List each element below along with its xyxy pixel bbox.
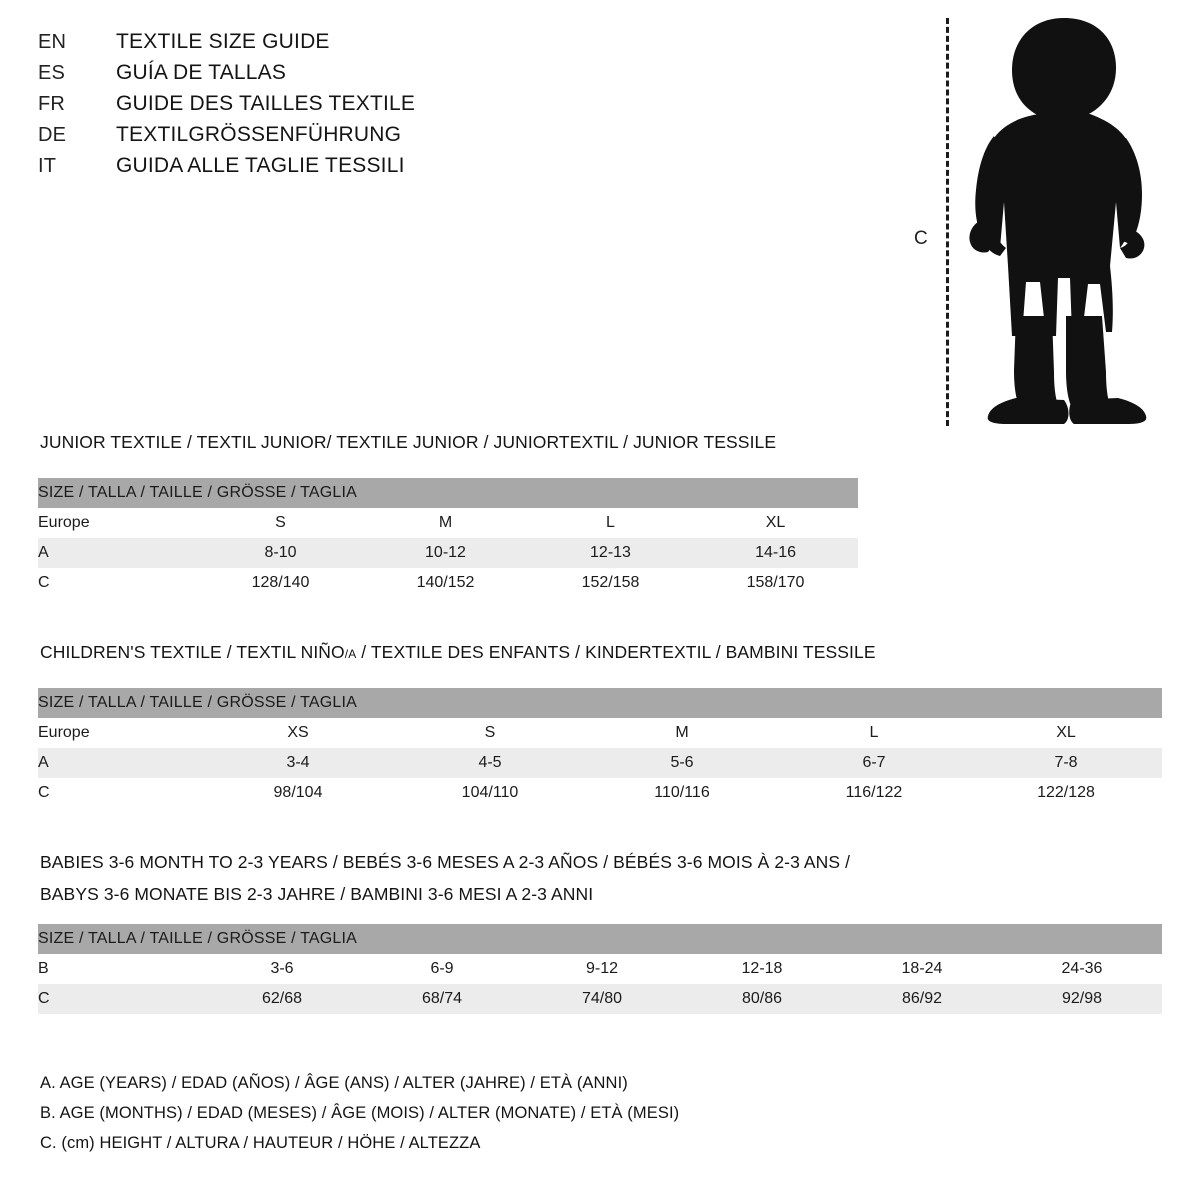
cell-value: 62/68 [202, 984, 362, 1014]
cell-value: 80/86 [682, 984, 842, 1014]
cell-value: 7-8 [970, 748, 1162, 778]
cell-value: 12-13 [528, 538, 693, 568]
babies-size-table [38, 924, 1162, 1014]
table-band-header [38, 688, 1162, 718]
cell-value: 9-12 [522, 954, 682, 984]
cell-value: 18-24 [842, 954, 1002, 984]
toddler-silhouette-icon [960, 16, 1150, 426]
table-band-header [38, 478, 858, 508]
cell-value: 3-6 [202, 954, 362, 984]
cell-value: L [778, 718, 970, 748]
cell-value: 3-4 [202, 748, 394, 778]
cell-value: 8-10 [198, 538, 363, 568]
heading-part-1: CHILDREN'S TEXTILE / TEXTIL NIÑO [40, 642, 345, 662]
language-title: TEXTILE SIZE GUIDE [116, 30, 330, 53]
footnote-b: B. AGE (MONTHS) / EDAD (MESES) / ÂGE (MOIS) / ALTER (MONATE) / ETÀ (MESI) [40, 1104, 680, 1122]
height-dashed-line [946, 18, 949, 426]
table-row [38, 748, 1162, 778]
cell-value: 5-6 [586, 748, 778, 778]
cell-value: 10-12 [363, 538, 528, 568]
language-code: ES [38, 62, 66, 84]
cell-value: 110/116 [586, 778, 778, 808]
footnote-a: A. AGE (YEARS) / EDAD (AÑOS) / ÂGE (ANS) / ALTER (JAHRE) / ETÀ (ANNI) [40, 1074, 628, 1092]
cell-value: 98/104 [202, 778, 394, 808]
section-heading-junior: JUNIOR TEXTILE / TEXTIL JUNIOR/ TEXTILE JUNIOR / JUNIORTEXTIL / JUNIOR TESSILE [40, 432, 777, 452]
cell-value: M [586, 718, 778, 748]
section-heading-babies-line2: BABYS 3-6 MONATE BIS 2-3 JAHRE / BAMBINI 3-6 MESI A 2-3 ANNI [40, 884, 594, 904]
language-code: EN [38, 31, 67, 53]
cell-value: 86/92 [842, 984, 1002, 1014]
section-heading-children [40, 642, 876, 663]
footnote-legend [40, 1068, 1040, 1158]
measure-label-c: C [914, 228, 928, 249]
cell-value: 12-18 [682, 954, 842, 984]
language-row [38, 61, 598, 92]
cell-value: 74/80 [522, 984, 682, 1014]
table-band-header [38, 924, 1162, 954]
language-code: IT [38, 155, 57, 177]
cell-value: XS [202, 718, 394, 748]
language-title: GUIDE DES TAILLES TEXTILE [116, 92, 416, 115]
language-title: GUÍA DE TALLAS [116, 61, 287, 84]
cell-value: 6-9 [362, 954, 522, 984]
table-row [38, 778, 1162, 808]
row-label: Europe [38, 718, 202, 748]
row-label: A [38, 538, 198, 568]
language-row [38, 154, 598, 185]
cell-value: 6-7 [778, 748, 970, 778]
cell-value: 152/158 [528, 568, 693, 598]
cell-value: M [363, 508, 528, 538]
table-row [38, 718, 1162, 748]
row-label: A [38, 748, 202, 778]
cell-value: 116/122 [778, 778, 970, 808]
table-row [38, 538, 858, 568]
row-label: C [38, 568, 198, 598]
language-title: TEXTILGRÖSSENFÜHRUNG [116, 123, 402, 146]
cell-value: S [394, 718, 586, 748]
table-row [38, 954, 1162, 984]
table-row [38, 508, 858, 538]
cell-value: XL [693, 508, 858, 538]
cell-value: 68/74 [362, 984, 522, 1014]
row-label: C [38, 984, 202, 1014]
row-label: B [38, 954, 202, 984]
junior-size-table [38, 478, 858, 598]
cell-value: 4-5 [394, 748, 586, 778]
cell-value: L [528, 508, 693, 538]
children-size-table [38, 688, 1162, 808]
band-label: SIZE / TALLA / TAILLE / GRÖSSE / TAGLIA [38, 924, 1162, 954]
cell-value: 140/152 [363, 568, 528, 598]
cell-value: 24-36 [1002, 954, 1162, 984]
section-heading-babies-line1: BABIES 3-6 MONTH TO 2-3 YEARS / BEBÉS 3-6 MESES A 2-3 AÑOS / BÉBÉS 3-6 MOIS À 2-3 ANS / [40, 852, 851, 872]
cell-value: 14-16 [693, 538, 858, 568]
language-title: GUIDA ALLE TAGLIE TESSILI [116, 154, 405, 177]
heading-subscript: /A [344, 647, 357, 661]
language-code: FR [38, 93, 66, 115]
cell-value: 104/110 [394, 778, 586, 808]
cell-value: S [198, 508, 363, 538]
cell-value: XL [970, 718, 1162, 748]
height-measure-figure [900, 10, 1160, 430]
row-label: Europe [38, 508, 198, 538]
cell-value: 122/128 [970, 778, 1162, 808]
heading-part-2: / TEXTILE DES ENFANTS / KINDERTEXTIL / BAMBINI TESSILE [356, 642, 876, 662]
band-label: SIZE / TALLA / TAILLE / GRÖSSE / TAGLIA [38, 478, 858, 508]
language-row [38, 123, 598, 154]
language-code: DE [38, 124, 67, 146]
footnote-c: C. (cm) HEIGHT / ALTURA / HAUTEUR / HÖHE / ALTEZZA [40, 1134, 481, 1152]
language-row [38, 30, 598, 61]
language-title-block [38, 30, 598, 185]
band-label: SIZE / TALLA / TAILLE / GRÖSSE / TAGLIA [38, 688, 1162, 718]
cell-value: 128/140 [198, 568, 363, 598]
table-row [38, 568, 858, 598]
cell-value: 92/98 [1002, 984, 1162, 1014]
table-row [38, 984, 1162, 1014]
row-label: C [38, 778, 202, 808]
language-row [38, 92, 598, 123]
cell-value: 158/170 [693, 568, 858, 598]
